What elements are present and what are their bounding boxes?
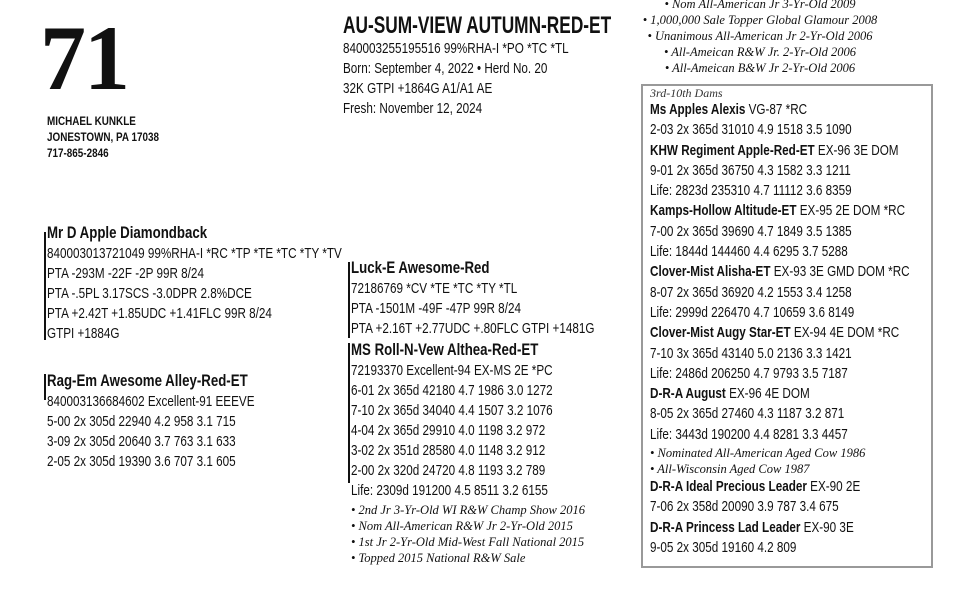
dam-ancestor-name bbox=[650, 518, 910, 538]
animal-genomic: 32K GTPI +1864G A1/A1 AE bbox=[343, 80, 493, 97]
dam-ancestor-classification: EX-95 2E DOM *RC bbox=[796, 202, 906, 220]
dam-note: • Topped 2015 National R&W Sale bbox=[351, 551, 526, 565]
dam-ancestor-record: 7-00 2x 365d 39690 4.7 1849 3.5 1385 bbox=[650, 222, 852, 240]
dam-ancestor-record: 9-05 2x 305d 19160 4.2 809 bbox=[650, 538, 797, 556]
dams-rows bbox=[650, 100, 980, 558]
dam-ancestor-name bbox=[650, 262, 910, 282]
animal-details bbox=[343, 39, 632, 119]
dam-line: 4-04 2x 365d 29910 4.0 1198 3.2 972 bbox=[351, 422, 546, 439]
sire-line: 840003013721049 99%RHA-I *RC *TP *TE *TC *TY *TV bbox=[47, 245, 342, 262]
dam-ancestor-title: KHW Regiment Apple-Red-ET bbox=[650, 141, 815, 159]
sire-line: PTA -293M -22F -2P 99R 8/24 bbox=[47, 265, 204, 282]
dam-ancestor-record: 7-06 2x 358d 20090 3.9 787 3.4 675 bbox=[650, 498, 839, 516]
dam-ancestor-name bbox=[650, 477, 910, 497]
dam-line: 7-10 2x 365d 34040 4.4 1507 3.2 1076 bbox=[351, 402, 553, 419]
sire-dam-line: 3-09 2x 305d 20640 3.7 763 3.1 633 bbox=[47, 433, 236, 450]
dam-note: • 1st Jr 2-Yr-Old Mid-West Fall National 2015 bbox=[351, 535, 585, 549]
animal-name: AU-SUM-VIEW AUTUMN-RED-ET bbox=[343, 12, 612, 39]
animal-fresh: Fresh: November 12, 2024 bbox=[343, 100, 483, 117]
top-note: • All-Ameican B&W Jr 2-Yr-Old 2006 bbox=[664, 61, 856, 75]
dam-block bbox=[351, 339, 610, 566]
dam-ancestor-classification: VG-87 *RC bbox=[745, 101, 808, 118]
dam-line: 3-02 2x 351d 28580 4.0 1148 3.2 912 bbox=[351, 442, 546, 459]
sire-dam-line: 5-00 2x 305d 22940 4.2 958 3.1 715 bbox=[47, 413, 236, 430]
dam-ancestor-title: Clover-Mist Alisha-ET bbox=[650, 263, 771, 281]
dam-ancestor-name bbox=[650, 323, 910, 343]
pedigree-bracket bbox=[44, 374, 46, 400]
sire-line: PTA +2.42T +1.85UDC +1.41FLC 99R 8/24 bbox=[47, 305, 272, 322]
top-notes bbox=[600, 0, 920, 76]
dam-ancestor-title: Clover-Mist Augy Star-ET bbox=[650, 324, 791, 342]
dam-ancestor-classification: EX-96 3E DOM bbox=[814, 141, 899, 159]
animal-born: Born: September 4, 2022 • Herd No. 20 bbox=[343, 60, 548, 77]
top-note: • Unanimous All-American Jr 2-Yr-Old 2006 bbox=[647, 29, 873, 43]
dam-line: Life: 2309d 191200 4.5 8511 3.2 6155 bbox=[351, 482, 548, 499]
dam-sire-line: PTA -1501M -49F -47P 99R 8/24 bbox=[351, 300, 521, 317]
sire-line: GTPI +1884G bbox=[47, 325, 120, 342]
dam-ancestor-note: • Nominated All-American Aged Cow 1986 bbox=[650, 446, 866, 461]
sire-dam-line: 840003136684602 Excellent-91 EEEVE bbox=[47, 393, 255, 410]
dam-ancestor-title: D-R-A Princess Lad Leader bbox=[650, 518, 801, 536]
dam-ancestor-name bbox=[650, 201, 910, 221]
dam-ancestor-record: Life: 2486d 206250 4.7 9793 3.5 7187 bbox=[650, 364, 848, 382]
dam-ancestor-title: D-R-A August bbox=[650, 385, 726, 403]
dam-sire-block bbox=[351, 257, 663, 339]
top-note: • Nom All-American Jr 3-Yr-Old 2009 bbox=[664, 0, 856, 11]
dam-sire-line: 72186769 *CV *TE *TC *TY *TL bbox=[351, 280, 518, 297]
pedigree-bracket bbox=[348, 343, 350, 483]
pedigree-bracket bbox=[348, 262, 350, 338]
top-note: • All-Ameican R&W Jr. 2-Yr-Old 2006 bbox=[663, 45, 857, 59]
dam-ancestor-record: Life: 2823d 235310 4.7 11112 3.6 8359 bbox=[650, 182, 852, 200]
dam-ancestor-record: Life: 1844d 144460 4.4 6295 3.7 5288 bbox=[650, 243, 848, 261]
dam-ancestor-name bbox=[650, 141, 910, 161]
dam-ancestor-record: 8-07 2x 365d 36920 4.2 1553 3.4 1258 bbox=[650, 283, 852, 301]
dam-note: • Nom All-American R&W Jr 2-Yr-Old 2015 bbox=[351, 519, 573, 533]
dams-list bbox=[650, 86, 980, 558]
dam-ancestor-record: Life: 2999d 226470 4.7 10659 3.6 8149 bbox=[650, 303, 855, 321]
dam-sire-line: PTA +2.16T +2.77UDC +.80FLC GTPI +1481G bbox=[351, 320, 595, 337]
dam-sire-name: Luck-E Awesome-Red bbox=[351, 258, 490, 277]
dam-note: • 2nd Jr 3-Yr-Old WI R&W Champ Show 2016 bbox=[351, 503, 585, 517]
animal-registration: 840003255195516 99%RHA-I *PO *TC *TL bbox=[343, 40, 569, 57]
dam-ancestor-classification: EX-94 4E DOM *RC bbox=[790, 324, 900, 342]
dam-ancestor-classification: EX-90 3E bbox=[800, 518, 854, 536]
dam-name: MS Roll-N-Vew Althea-Red-ET bbox=[351, 340, 539, 359]
dam-ancestor-name bbox=[650, 100, 910, 120]
dam-ancestor-classification: EX-90 2E bbox=[806, 478, 861, 496]
dam-ancestor-name bbox=[650, 384, 910, 404]
top-note: • 1,000,000 Sale Topper Global Glamour 2008 bbox=[642, 13, 878, 27]
consignor-block bbox=[47, 114, 177, 162]
dam-line: 72193370 Excellent-94 EX-MS 2E *PC bbox=[351, 362, 553, 379]
dam-line: 2-00 2x 320d 24720 4.8 1193 3.2 789 bbox=[351, 462, 546, 479]
dam-ancestor-note: • All-Wisconsin Aged Cow 1987 bbox=[650, 462, 810, 477]
sire-dam-name: Rag-Em Awesome Alley-Red-ET bbox=[47, 371, 248, 390]
dam-ancestor-title: D-R-A Ideal Precious Leader bbox=[650, 478, 807, 496]
dam-ancestor-record: Life: 3443d 190200 4.4 8281 3.3 4457 bbox=[650, 425, 848, 443]
consignor-phone: 717-865-2846 bbox=[47, 148, 109, 160]
sire-dam-line: 2-05 2x 305d 19390 3.6 707 3.1 605 bbox=[47, 453, 236, 470]
dam-ancestor-title: Ms Apples Alexis bbox=[650, 101, 746, 118]
sire-line: PTA -.5PL 3.17SCS -3.0DPR 2.8%DCE bbox=[47, 285, 252, 302]
dam-line: 6-01 2x 365d 42180 4.7 1986 3.0 1272 bbox=[351, 382, 553, 399]
consignor-location: JONESTOWN, PA 17038 bbox=[47, 132, 159, 144]
dam-ancestor-record: 2-03 2x 365d 31010 4.9 1518 3.5 1090 bbox=[650, 121, 852, 139]
sire-name: Mr D Apple Diamondback bbox=[47, 223, 208, 242]
dam-ancestor-classification: EX-96 4E DOM bbox=[725, 385, 810, 403]
dam-ancestor-classification: EX-93 3E GMD DOM *RC bbox=[770, 263, 910, 281]
pedigree-bracket bbox=[44, 232, 46, 340]
sire-dam-block bbox=[47, 370, 313, 472]
dam-ancestor-title: Kamps-Hollow Altitude-ET bbox=[650, 202, 797, 220]
dam-ancestor-record: 9-01 2x 365d 36750 4.3 1582 3.3 1211 bbox=[650, 161, 851, 179]
dam-ancestor-record: 8-05 2x 365d 27460 4.3 1187 3.2 871 bbox=[650, 405, 845, 423]
dams-heading: 3rd-10th Dams bbox=[650, 86, 723, 100]
dam-ancestor-record: 7-10 3x 365d 43140 5.0 2136 3.3 1421 bbox=[650, 344, 852, 362]
consignor-name: MICHAEL KUNKLE bbox=[47, 116, 136, 128]
lot-number: 71 bbox=[40, 7, 128, 109]
